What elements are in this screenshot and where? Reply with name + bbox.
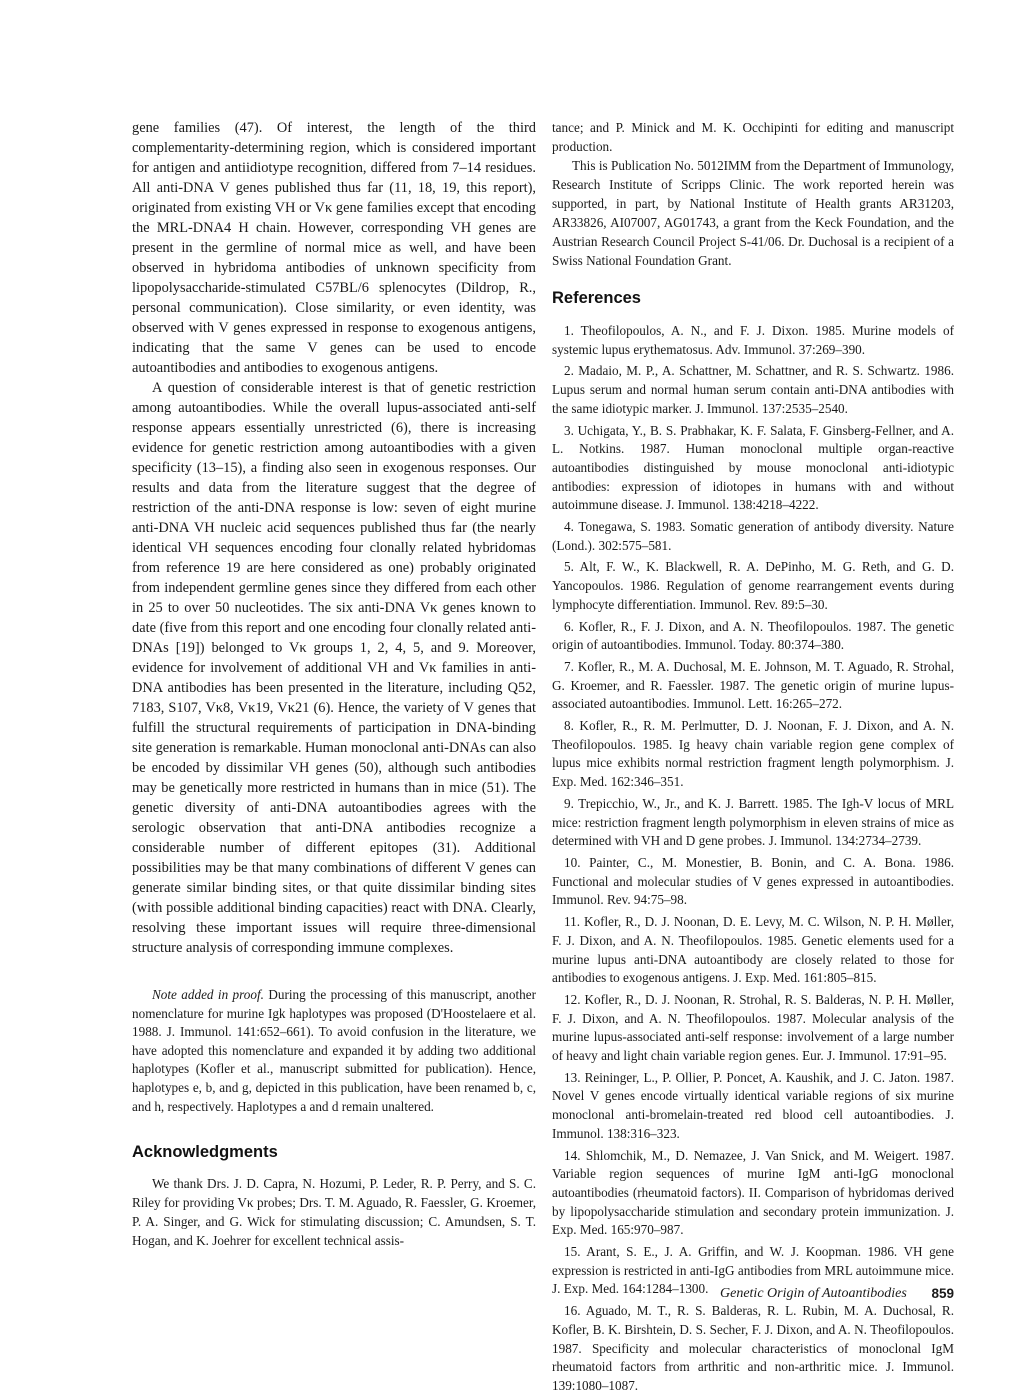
acknowledgments-heading: Acknowledgments: [132, 1143, 278, 1162]
references-list: [552, 322, 954, 1396]
note-added-in-proof: [132, 986, 536, 1116]
reference-item: 11. Kofler, R., D. J. Noonan, D. E. Levy, M. C. Wilson, N. P. H. Møller, F. J. Dixon, and A. N. Theofilopoulos. 1985. Genetic elements used for a murine lupus anti-DNA autoantibody are closely related to those for antibodies to exogenous antigens. J. Exp. Med. 161:805–815.: [552, 914, 954, 986]
body-paragraph: gene families (47). Of interest, the length of the third complementarity-determining region, which is considered important for antigen and antiidiotype recognition, differed from 7–14 residues. All anti-DNA V genes published thus far (11, 18, 19, this report), originated from existing VH or Vκ gene families except that encoding the MRL-DNA4 H chain. However, corresponding VH genes are present in the germline of normal mice as well, and have been observed in hybridoma antibodies of unknown specificity from lipopolysaccharide-stimulated C57BL/6 splenocytes (Dildrop, R., personal communication). Close similarity, or even identity, was observed with V genes expressed in response to exogenous antigens, indicating that the same V genes can be used to encode autoantibodies and antibodies to exogenous antigens.: [132, 120, 536, 376]
reference-item: 6. Kofler, R., F. J. Dixon, and A. N. Theofilopoulos. 1987. The genetic origin of autoantibodies. Immunol. Today. 80:374–380.: [552, 618, 954, 653]
reference-item: 12. Kofler, R., D. J. Noonan, R. Strohal, R. S. Balderas, N. P. H. Møller, F. J. Dixon, and A. N. Theofilopoulos. 1987. Molecular analysis of the murine lupus-associated anti-self response: involvement of a large number of heavy and light chain variable region genes. Eur. J. Immunol. 17:91–95.: [552, 991, 954, 1064]
acknowledgments-text: We thank Drs. J. D. Capra, N. Hozumi, P. Leder, R. P. Perry, and S. C. Riley for providing Vκ probes; Drs. T. M. Aguado, R. Faessler, G. Kroemer, P. A. Singer, and G. Wick for stimulating discussion; C. Amundsen, S. T. Hogan, and K. Joehrer for excellent technical assis-: [132, 1176, 536, 1249]
reference-item: 1. Theofilopoulos, A. N., and F. J. Dixon. 1985. Murine models of systemic lupus erythematosus. Adv. Immunol. 37:269–390.: [552, 323, 954, 357]
reference-item: 9. Trepicchio, W., Jr., and K. J. Barrett. 1985. The Igh-V locus of MRL mice: restriction fragment length polymorphism in eleven strains of mice as determined with VH and D gene probes. J. Immunol. 134:2734–2739.: [552, 795, 954, 849]
note-lead: Note added in proof.: [152, 987, 264, 1002]
reference-item: 4. Tonegawa, S. 1983. Somatic generation of antibody diversity. Nature (Lond.). 302:575–581.: [552, 519, 954, 553]
left-column: [132, 118, 536, 1250]
reference-item: 5. Alt, F. W., K. Blackwell, R. A. DePinho, M. G. Reth, and G. D. Yancopoulos. 1986. Regulation of genome rearrangement events during lymphocyte differentiation. Immunol. Rev. 89:5–30.: [552, 559, 954, 612]
reference-item: 2. Madaio, M. P., A. Schattner, M. Schattner, and R. S. Schwartz. 1986. Lupus serum and normal human serum contain anti-DNA antibodies with the same idiotypic marker. J. Immunol. 137:2535–2540.: [552, 363, 954, 416]
reference-item: 13. Reininger, L., P. Ollier, P. Poncet, A. Kaushik, and J. C. Jaton. 1987. Novel V genes encode virtually identical variable regions of six murine monoclonal anti-bromelain-treated red blood cell autoantibodies. J. Immunol. 138:316–323.: [552, 1069, 954, 1141]
references-heading: References: [552, 289, 641, 307]
reference-item: 7. Kofler, R., M. A. Duchosal, M. E. Johnson, M. T. Aguado, R. Strohal, G. Kroemer, and R. Faessler. 1987. The genetic origin of murine lupus-associated autoantibodies. Immunol. Lett. 16:265–272.: [552, 658, 954, 712]
note-text: During the processing of this manuscript, another nomenclature for murine Igk haplotypes was proposed (D'Hoostelaere et al. 1988. J. Immunol. 141:652–661). To avoid confusion in the literature, we have adopted this nomenclature and expanded it by adding two additional haplotypes (Kofler et al., manuscript submitted for publication). Hence, haplotypes e, b, and g, depicted in this publication, have been renamed b, c, and h, respectively. Haplotypes a and d remain unaltered.: [132, 987, 536, 1114]
reference-item: 15. Arant, S. E., J. A. Griffin, and W. J. Koopman. 1986. VH gene expression is restricted in anti-IgG antibodies from MRL autoimmune mice. J. Exp. Med. 164:1284–1300.: [552, 1244, 954, 1297]
body-paragraph: A question of considerable interest is that of genetic restriction among autoantibodies. While the overall lupus-associated anti-self response appears essentially unrestricted (6), there is increasing evidence for genetic restriction among autoantibodies with a given specificity (13–15), a finding also seen in exogenous responses. Our results and data from the literature suggest that the degree of restriction of the anti-DNA response is low: seven of eight murine anti-DNA VH nucleic acid sequences published thus far (the nearly identical VH sequences encoding four clonally related hybridomas from reference 19 are here considered as one) probably originated from independent germline genes since they differed from each other in 25 to over 50 nucleotides. The six anti-DNA Vκ genes known to date (five from this report and one encoding four clonally related anti-DNAs [19]) belonged to Vκ groups 1, 2, 4, 5, and 9. Moreover, evidence for involvement of additional VH and Vκ families in anti-DNA antibodies has been presented in the literature, including Q52, 7183, S107, Vκ8, Vκ19, Vκ21 (6). Hence, the variety of V genes that fulfill the structural requirements of participation in DNA-binding site generation is remarkable. Human monoclonal anti-DNAs can also be encoded by dissimilar VH genes (50), although such antibodies may be genetically more restricted in humans than in mice (51). The genetic diversity of anti-DNA autoantibodies agrees with the serologic observation that anti-DNA antibodies recognize a considerable number of different epitopes (31). Additional possibilities may be that many combinations of different V genes can generate similar binding sites, or that quite dissimilar binding sites (with possible additional binding capacities) react with DNA. Clearly, resolving these important issues will require three-dimensional structure analysis of corresponding immune complexes.: [132, 380, 537, 956]
reference-item: 8. Kofler, R., R. M. Perlmutter, D. J. Noonan, F. J. Dixon, and A. N. Theofilopoulos. 1985. Ig heavy chain variable region gene complex of lupus mice exhibits normal restriction fragment length polymorphism. J. Exp. Med. 162:346–351.: [552, 718, 954, 790]
page-footer: [720, 1286, 954, 1302]
running-head: Genetic Origin of Autoantibodies: [720, 1286, 907, 1301]
page-number: 859: [931, 1286, 954, 1301]
publication-note: This is Publication No. 5012IMM from the Department of Immunology, Research Institute of Scripps Clinic. The work reported herein was supported, in part, by National Institute of Health grants AR31203, AR33826, AI07007, AG01743, a grant from the Keck Foundation, and the Austrian Research Council Project S-41/06. Dr. Duchosal is a recipient of a Swiss National Foundation Grant.: [552, 158, 954, 268]
reference-item: 16. Aguado, M. T., R. S. Balderas, R. L. Rubin, M. A. Duchosal, R. Kofler, B. K. Birshtein, D. S. Secher, F. J. Dixon, and A. N. Theofilopoulos. 1987. Specificity and molecular characteristics of monoclonal IgM rheumatoid factors from arthritic and non-arthritic mice. J. Immunol. 139:1080–1087.: [552, 1303, 954, 1393]
acknowledgments-continued: tance; and P. Minick and M. K. Occhipinti for editing and manuscript production.: [552, 120, 954, 154]
reference-item: 3. Uchigata, Y., B. S. Prabhakar, K. F. Salata, F. Ginsberg-Fellner, and A. L. Notkins. 1987. Human monoclonal multiple organ-reactive autoantibodies distinguished by mouse monoclonal anti-idiotypic antibodies: expression of idiotopes in humans with and without autoimmune disease. J. Immunol. 138:4218–4222.: [552, 422, 954, 513]
reference-item: 10. Painter, C., M. Monestier, B. Bonin, and C. A. Bona. 1986. Functional and molecular studies of V genes expressed in autoantibodies. Immunol. Rev. 94:75–98.: [552, 854, 954, 908]
reference-item: 14. Shlomchik, M., D. Nemazee, J. Van Snick, and M. Weigert. 1987. Variable region sequences of murine IgM anti-IgG monoclonal autoantibodies (rheumatoid factors). II. Comparison of hybridomas derived by lipopolysaccharide stimulation and secondary protein immunization. J. Exp. Med. 165:970–987.: [552, 1147, 954, 1238]
right-column: [552, 118, 954, 1399]
